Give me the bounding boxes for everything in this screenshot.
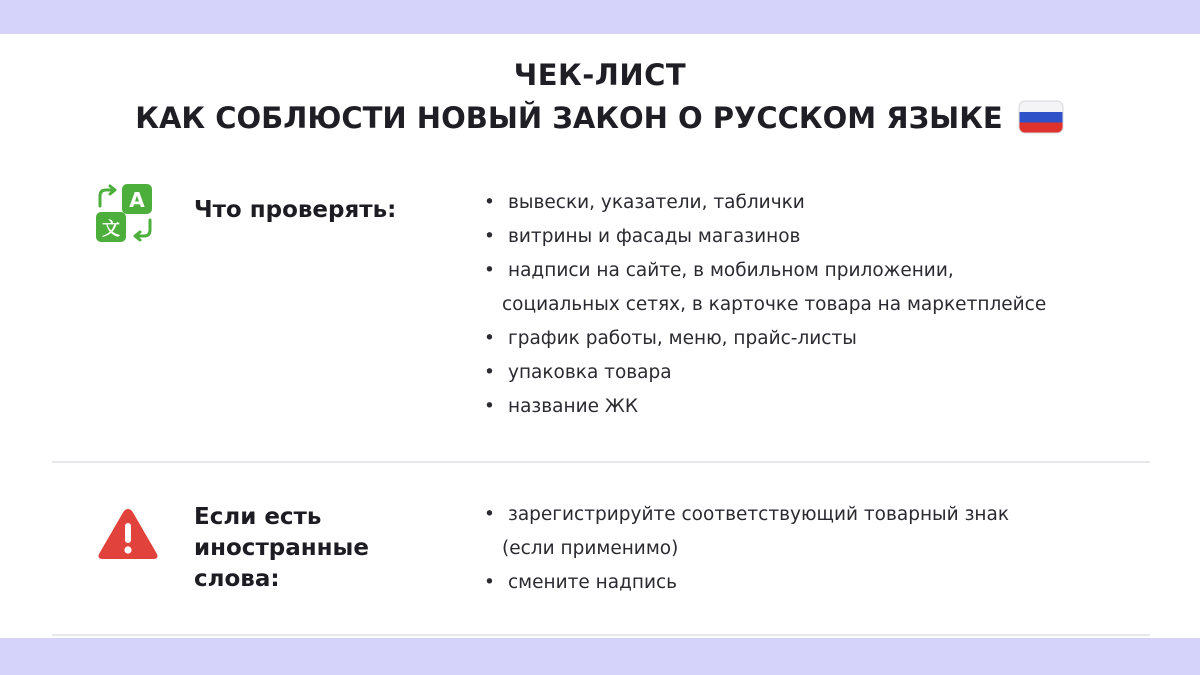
section-foreign-label-line: Если есть bbox=[194, 504, 322, 530]
bottom-band bbox=[0, 638, 1200, 675]
list-item bbox=[484, 220, 1046, 254]
page-title-line2 bbox=[0, 101, 1200, 135]
list-item-text: витрины и фасады магазинов bbox=[508, 226, 801, 247]
check-list bbox=[484, 186, 1046, 424]
list-item bbox=[484, 322, 1046, 356]
section-foreign-label bbox=[194, 502, 369, 595]
list-item-continuation: социальных сетях, в карточке товара на маркетплейсе bbox=[502, 294, 1047, 315]
list-item-text: упаковка товара bbox=[508, 362, 672, 383]
list-item bbox=[484, 566, 1009, 600]
section-divider bbox=[52, 634, 1150, 636]
list-item bbox=[484, 254, 1046, 322]
top-band bbox=[0, 0, 1200, 34]
section-foreign-label-line: слова: bbox=[194, 566, 280, 592]
page-title-line1: ЧЕК-ЛИСТ bbox=[513, 58, 687, 92]
list-item-text: зарегистрируйте соответствующий товарный знак bbox=[508, 504, 1010, 525]
section-divider bbox=[52, 461, 1150, 463]
foreign-words-list bbox=[484, 498, 1009, 600]
list-item bbox=[484, 498, 1009, 566]
list-item bbox=[484, 356, 1046, 390]
svg-text:文: 文 bbox=[102, 219, 120, 240]
page-title-text: КАК СОБЛЮСТИ НОВЫЙ ЗАКОН О РУССКОМ ЯЗЫКЕ bbox=[135, 101, 1003, 135]
list-item-text: график работы, меню, прайс-листы bbox=[508, 328, 857, 349]
list-item bbox=[484, 390, 1046, 424]
translate-icon bbox=[92, 180, 158, 246]
svg-text:A: A bbox=[129, 188, 145, 212]
list-item-text: название ЖК bbox=[508, 396, 638, 417]
section-foreign-label-line: иностранные bbox=[194, 535, 369, 561]
russian-flag-icon bbox=[1017, 99, 1065, 135]
warning-icon bbox=[97, 506, 159, 562]
list-item bbox=[484, 186, 1046, 220]
list-item-continuation: (если применимо) bbox=[502, 538, 679, 559]
section-check-label: Что проверять: bbox=[194, 197, 397, 223]
list-item-text: надписи на сайте, в мобильном приложении, bbox=[508, 260, 954, 281]
list-item-text: вывески, указатели, таблички bbox=[508, 192, 805, 213]
list-item-text: смените надпись bbox=[508, 572, 678, 593]
